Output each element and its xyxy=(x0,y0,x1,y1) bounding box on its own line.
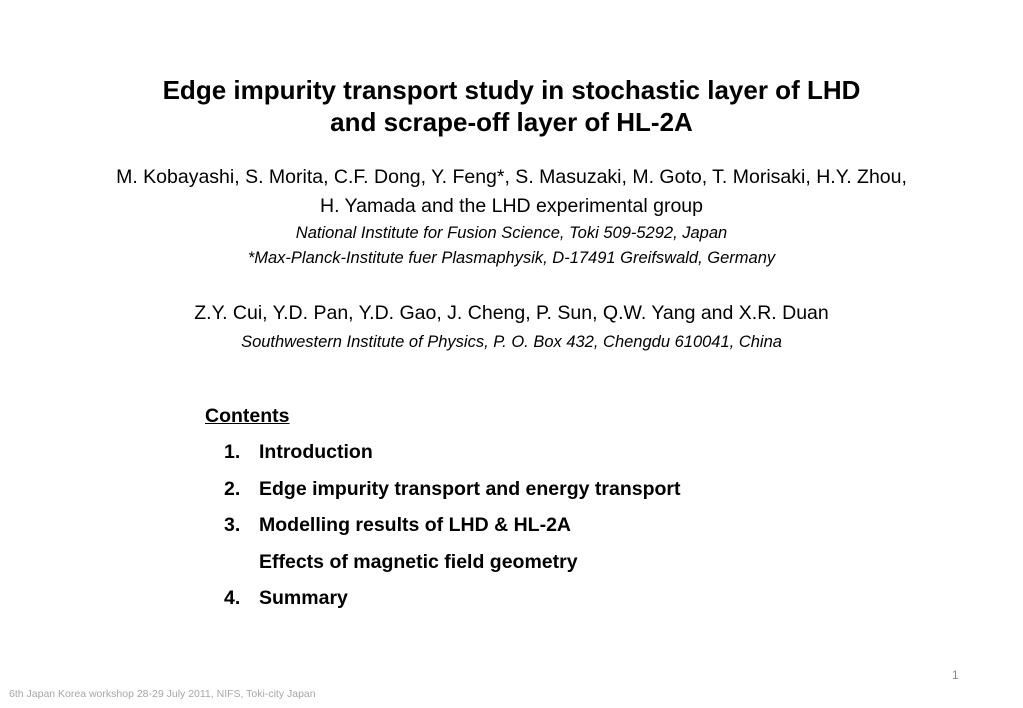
contents-item-number xyxy=(224,547,259,584)
contents-item-label: Summary xyxy=(259,587,348,609)
page-number: 1 xyxy=(952,668,959,682)
authors-line-2: H. Yamada and the LHD experimental group xyxy=(319,195,703,217)
contents-item-number: 1. xyxy=(224,441,241,463)
contents-item xyxy=(224,547,680,584)
author-block-1 xyxy=(0,163,1023,271)
contents-list xyxy=(224,437,680,620)
contents-item xyxy=(224,510,680,547)
affiliation-ipp: *Max-Planck-Institute fuer Plasmaphysik, D-17491 Greifswald, Germany xyxy=(247,249,776,267)
title-line-1: Edge impurity transport study in stochastic layer of LHD xyxy=(162,75,861,105)
contents-item xyxy=(224,474,680,511)
footer-text: 6th Japan Korea workshop 28-29 July 2011, NIFS, Toki-city Japan xyxy=(9,688,316,700)
slide-title xyxy=(0,74,1023,138)
authors-line-3: Z.Y. Cui, Y.D. Pan, Y.D. Gao, J. Cheng, P. Sun, Q.W. Yang and X.R. Duan xyxy=(194,302,829,324)
contents-item-number: 4. xyxy=(224,587,241,609)
contents-item-label: Effects of magnetic field geometry xyxy=(259,550,578,573)
authors-line-1: M. Kobayashi, S. Morita, C.F. Dong, Y. Feng*, S. Masuzaki, M. Goto, T. Morisaki, H.Y. Zhou, xyxy=(116,166,907,188)
affiliation-nifs: National Institute for Fusion Science, Toki 509-5292, Japan xyxy=(295,224,728,242)
contents-item-number: 2. xyxy=(224,477,241,500)
contents-item-label: Modelling results of LHD & HL-2A xyxy=(259,514,571,536)
contents-item xyxy=(224,583,680,620)
contents-item xyxy=(224,437,680,474)
author-block-2 xyxy=(0,298,1023,356)
title-line-2: and scrape-off layer of HL-2A xyxy=(330,107,693,137)
contents-item-label: Introduction xyxy=(259,441,373,463)
contents-item-label: Edge impurity transport and energy transport xyxy=(259,477,681,500)
contents-item-number: 3. xyxy=(224,514,241,536)
contents-heading: Contents xyxy=(205,405,290,427)
affiliation-swip: Southwestern Institute of Physics, P. O. Box 432, Chengdu 610041, China xyxy=(241,333,782,351)
